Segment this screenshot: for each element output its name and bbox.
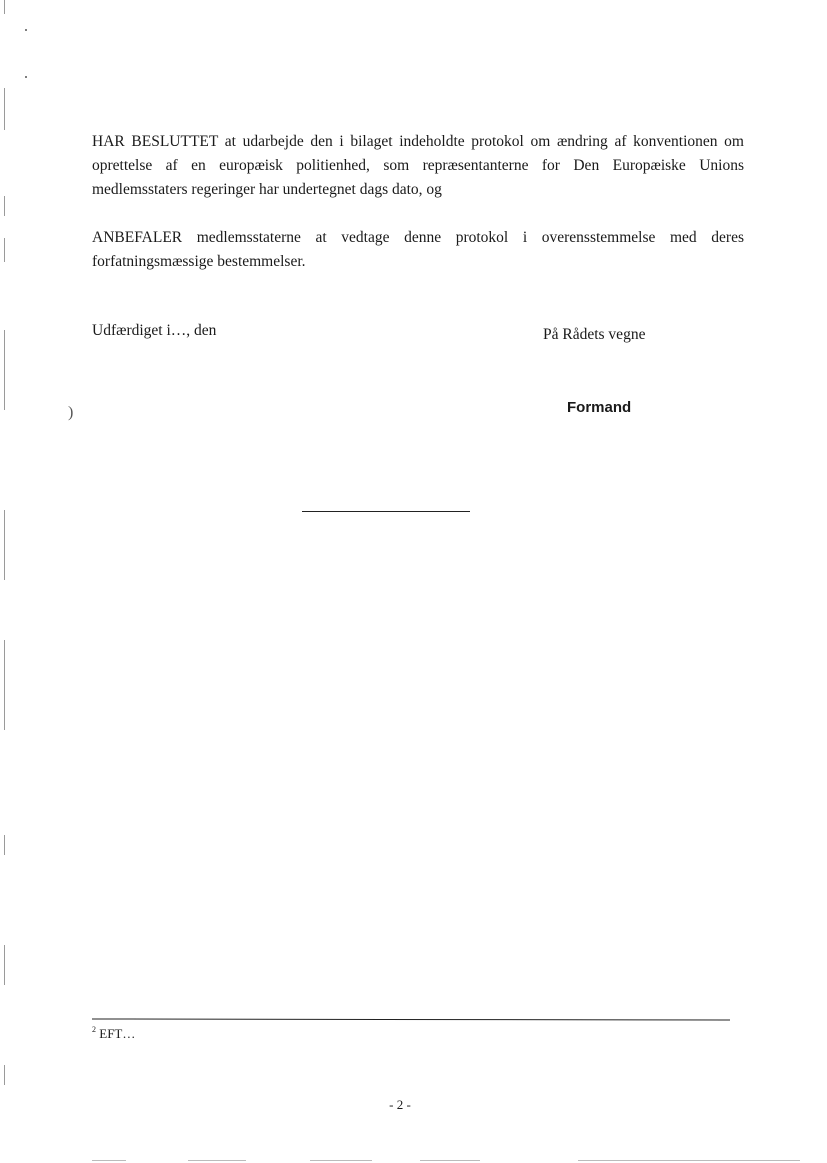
scan-dot [25,29,27,31]
scan-bottom-mark [188,1160,246,1161]
scan-edge-mark [4,835,5,855]
footnote-separator [92,1018,730,1020]
signatory-title: Formand [567,399,632,416]
scan-edge-mark [4,196,5,216]
scan-edge-mark [4,945,5,985]
scan-edge-mark [4,510,5,580]
scan-edge-mark [4,0,5,14]
recommendation-paragraph: ANBEFALER medlemsstaterne at vedtage denne protokol i overensstemmelse med deres forfatningsmæssige bestemmelser. [92,229,744,270]
on-behalf-line: På Rådets vegne [543,326,646,343]
scan-edge-mark [4,640,5,730]
scan-bottom-mark [92,1160,126,1161]
scan-edge-mark [4,238,5,262]
end-of-text-rule [302,511,470,512]
place-date-line: Udfærdiget i…, den [92,322,217,339]
footnote [92,1026,135,1042]
footnote-text: EFT… [96,1026,136,1041]
scan-edge-mark [4,88,5,130]
scan-bottom-mark [578,1160,800,1161]
scan-edge-mark [4,1065,5,1085]
decision-paragraph: HAR BESLUTTET at udarbejde den i bilaget indeholdte protokol om ændring af konventionen om oprettelse af en europæisk politienhed, som repræsentanterne for Den Europæiske Unions medlemsstaters regeringer har undertegnet dags dato, og [92,133,744,198]
scan-bottom-mark [310,1160,372,1161]
stray-mark: ) [68,404,74,421]
scan-edge-mark [4,330,5,410]
scan-dot [25,76,27,78]
footnote-marker: 2 [92,1025,96,1034]
scan-bottom-mark [420,1160,480,1161]
page-number: - 2 - [389,1097,411,1112]
